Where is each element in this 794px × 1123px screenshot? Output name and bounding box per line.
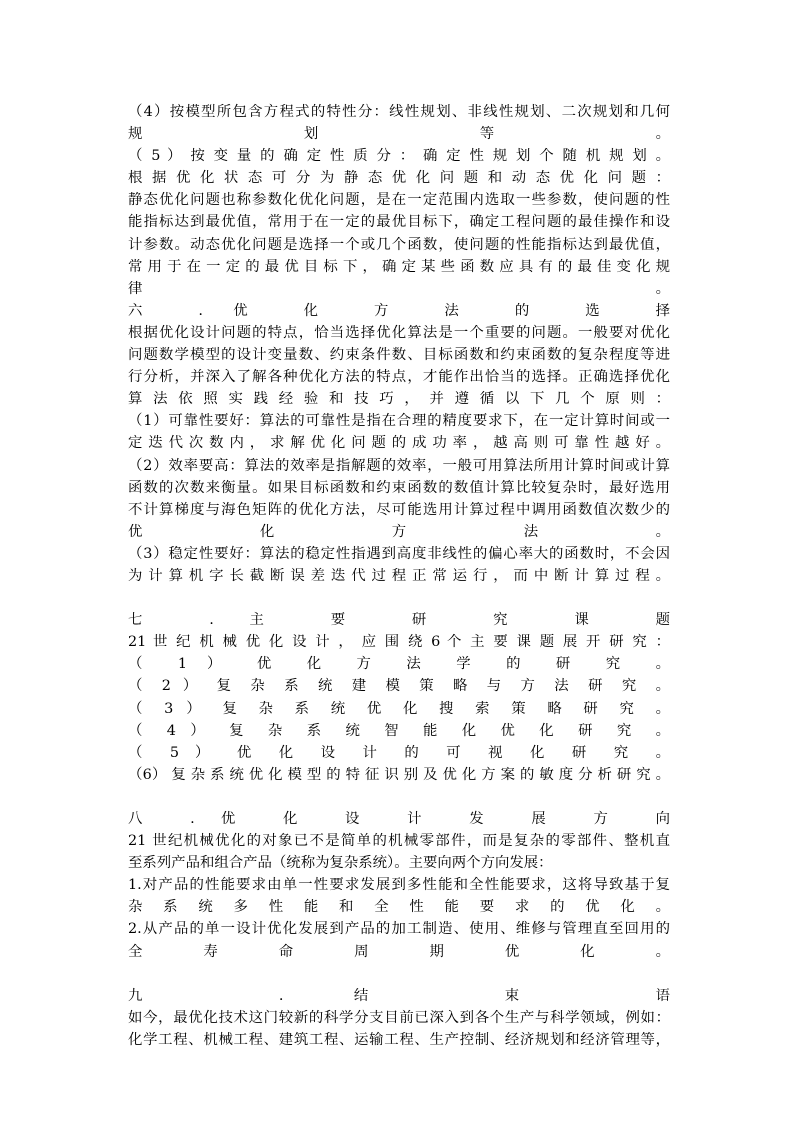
text-line: 优 化 方 法 。 bbox=[128, 523, 670, 540]
text-line: （4）按模型所包含方程式的特性分：线性规划、非线性规划、二次规划和几何 bbox=[128, 104, 670, 120]
text-line: 2.从产品的单一设计优化发展到产品的加工制造、使用、维修与管理直至回用的 bbox=[128, 921, 670, 938]
text-block bbox=[128, 300, 670, 587]
text-line: 算 法 依 照 实 践 经 验 和 技 巧 ， 并 遵 循 以 下 几 个 原 则 ： bbox=[128, 391, 670, 408]
text-line: 计参数。动态优化问题是选择一个或几个函数，使问题的性能指标达到最优值， bbox=[128, 236, 670, 253]
text-line: 常 用 于 在 一 定 的 最 优 目 标 下 ， 确 定 某 些 函 数 应 具 有 的 最 佳 变 化 规 律 。 bbox=[128, 258, 670, 297]
text-line: （ 2 ） 复 杂 系 统 建 模 策 略 与 方 法 研 究 。 bbox=[128, 678, 670, 695]
text-line: （ 5 ） 按 变 量 的 确 定 性 质 分 ： 确 定 性 规 划 个 随 机 规 划 。 bbox=[128, 148, 670, 165]
document-body bbox=[128, 101, 670, 1051]
text-line: 六 . 优 化 方 法 的 选 择 bbox=[128, 302, 670, 319]
text-line: 规 划 等 。 bbox=[128, 126, 670, 143]
text-line: 21 世 纪 机 械 优 化 设 计 ， 应 围 绕 6 个 主 要 课 题 展 开 研 究 ： bbox=[128, 634, 670, 651]
text-line: 杂 系 统 多 性 能 和 全 性 能 要 求 的 优 化 。 bbox=[128, 899, 670, 916]
text-line: （2）效率要高：算法的效率是指解题的效率，一般可用算法所用计算时间或计算 bbox=[128, 457, 670, 474]
text-line: 定 迭 代 次 数 内 ， 求 解 优 化 问 题 的 成 功 率 ， 越 高 则 可 靠 性 越 好 。 bbox=[128, 435, 670, 452]
text-line: （3）稳定性要好：算法的稳定性指遇到高度非线性的偏心率大的函数时，不会因 bbox=[128, 545, 670, 562]
text-line: 根据优化设计问题的特点，恰当选择优化算法是一个重要的问题。一般要对优化 bbox=[128, 324, 670, 341]
text-line: （ 4 ） 复 杂 系 统 智 能 化 优 化 研 究 。 bbox=[128, 722, 670, 739]
text-block bbox=[128, 985, 670, 1051]
text-line: 函数的次数来衡量。如果目标函数和约束函数的数值计算比较复杂时，最好选用 bbox=[128, 479, 670, 496]
text-line: 七 . 主 要 研 究 课 题 bbox=[128, 612, 670, 629]
text-line: 为 计 算 机 字 长 截 断 误 差 迭 代 过 程 正 常 运 行 ， 而 中 断 计 算 过 程 。 bbox=[128, 567, 670, 584]
text-line: 全 寿 命 周 期 优 化 。 bbox=[128, 943, 670, 960]
text-line: （ 5 ） 优 化 设 计 的 可 视 化 研 究 。 bbox=[128, 744, 670, 761]
text-line: （ 3 ） 复 杂 系 统 优 化 搜 索 策 略 研 究 。 bbox=[128, 700, 670, 717]
text-line: 1.对产品的性能要求由单一性要求发展到多性能和全性能要求，这将导致基于复 bbox=[128, 877, 670, 894]
text-line: 静态优化问题也称参数化优化问题，是在一定范围内选取一些参数，使问题的性 bbox=[128, 192, 670, 209]
text-block bbox=[128, 808, 670, 963]
text-line: 问题数学模型的设计变量数、约束条件数、目标函数和约束函数的复杂程度等进 bbox=[128, 347, 670, 364]
text-line: 化学工程、机械工程、建筑工程、运输工程、生产控制、经济规划和经济管理等， bbox=[128, 1031, 670, 1048]
paragraph-gap bbox=[128, 786, 670, 808]
text-line: 如今，最优化技术这门较新的科学分支目前已深入到各个生产与科学领域，例如： bbox=[128, 1009, 670, 1026]
text-line: 能指标达到最优值，常用于在一定的最优目标下，确定工程问题的最佳操作和设 bbox=[128, 214, 670, 231]
text-line: （1）可靠性要好：算法的可靠性是指在合理的精度要求下，在一定计算时间或一 bbox=[128, 413, 670, 430]
text-block bbox=[128, 609, 670, 786]
text-line: 根 据 优 化 状 态 可 分 为 静 态 优 化 问 题 和 动 态 优 化 问 题 ： bbox=[128, 170, 670, 187]
text-line: （6） 复 杂 系 统 优 化 模 型 的 特 征 识 别 及 优 化 方 案 的 敏 度 分 析 研 究 。 bbox=[128, 766, 670, 783]
text-line: 八 . 优 化 设 计 发 展 方 向 bbox=[128, 811, 670, 827]
text-line: 21 世纪机械优化的对象已不是简单的机械零部件，而是复杂的零部件、整机直 bbox=[128, 833, 670, 850]
text-line: 九 . 结 束 语 bbox=[128, 987, 670, 1004]
text-line: 至系列产品和组合产品（统称为复杂系统）。主要向两个方向发展： bbox=[128, 855, 553, 872]
text-line: 不计算梯度与海色矩阵的优化方法，尽可能选用计算过程中调用函数值次数少的 bbox=[128, 501, 670, 518]
paragraph-gap bbox=[128, 587, 670, 609]
paragraph-gap bbox=[128, 963, 670, 985]
text-block bbox=[128, 101, 670, 297]
text-line: （ 1 ） 优 化 方 法 学 的 研 究 。 bbox=[128, 656, 670, 673]
text-line: 行分析，并深入了解各种优化方法的特点，才能作出恰当的选择。正确选择优化 bbox=[128, 369, 670, 386]
